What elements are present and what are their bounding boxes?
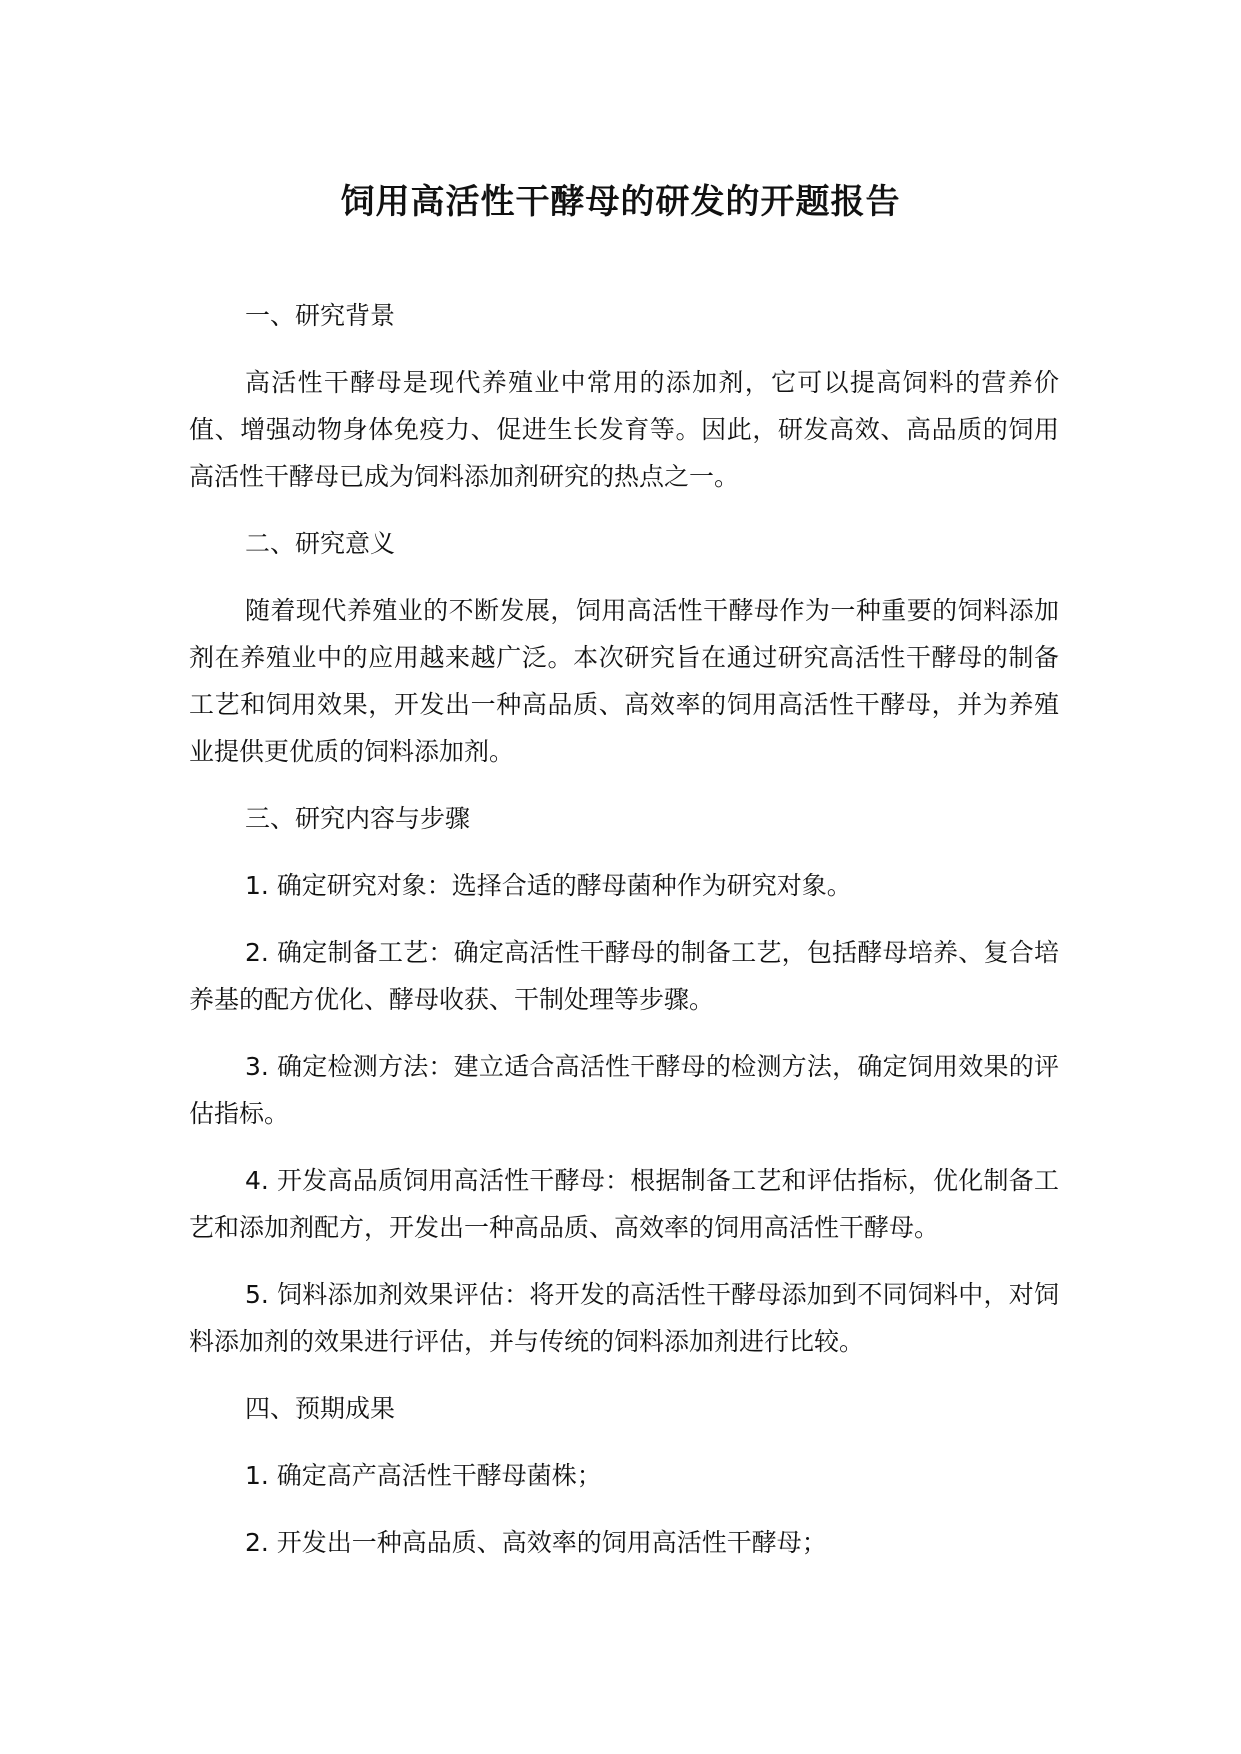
section-heading-content: 三、研究内容与步骤 [245,804,471,833]
section-heading-significance: 二、研究意义 [245,529,396,558]
result-item: 2. 开发出一种高品质、高效率的饲用高活性干酵母； [245,1528,827,1557]
content-item: 2. 确定制备工艺：确定高活性干酵母的制备工艺，包括酵母培养、复合培养基的配方优化、酵母收获、干制处理等步骤。 [189,938,1059,1014]
content-item: 5. 饲料添加剂效果评估：将开发的高活性干酵母添加到不同饲料中，对饲料添加剂的效果进行评估，并与传统的饲料添加剂进行比较。 [189,1280,1059,1356]
content-item: 4. 开发高品质饲用高活性干酵母：根据制备工艺和评估指标，优化制备工艺和添加剂配方，开发出一种高品质、高效率的饲用高活性干酵母。 [189,1166,1059,1242]
content-item: 3. 确定检测方法：建立适合高活性干酵母的检测方法，确定饲用效果的评估指标。 [189,1052,1059,1128]
content-item: 1. 确定研究对象：选择合适的酵母菌种作为研究对象。 [245,871,852,900]
document-body [189,292,1059,1586]
paragraph-significance: 随着现代养殖业的不断发展，饲用高活性干酵母作为一种重要的饲料添加剂在养殖业中的应用越来越广泛。本次研究旨在通过研究高活性干酵母的制备工艺和饲用效果，开发出一种高品质、高效率的饲用高活性干酵母，并为养殖业提供更优质的饲料添加剂。 [189,596,1059,766]
section-heading-results: 四、预期成果 [245,1394,396,1423]
section-heading-background: 一、研究背景 [245,301,396,330]
document-title: 饲用高活性干酵母的研发的开题报告 [340,182,901,222]
result-item: 1. 确定高产高活性干酵母菌株； [245,1461,602,1490]
paragraph-background: 高活性干酵母是现代养殖业中常用的添加剂，它可以提高饲料的营养价值、增强动物身体免疫力、促进生长发育等。因此，研发高效、高品质的饲用高活性干酵母已成为饲料添加剂研究的热点之一。 [189,368,1059,491]
